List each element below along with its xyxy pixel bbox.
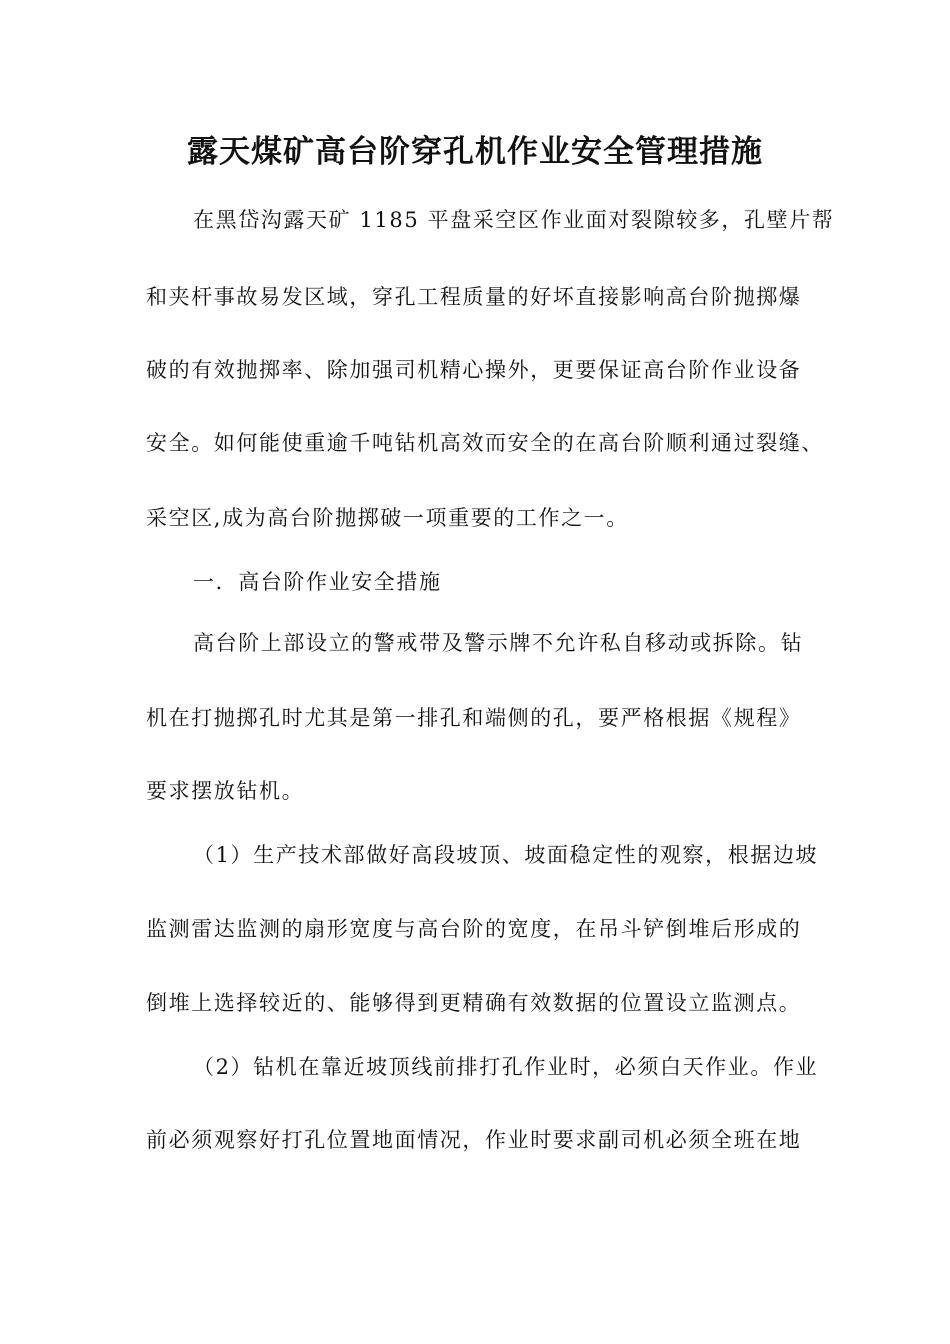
list-item-line: 前必须观察好打孔位置地面情况，作业时要求副司机必须全班在地 bbox=[146, 1128, 802, 1152]
list-item-line: 倒堆上选择较近的、能够得到更精确有效数据的位置设立监测点。 bbox=[146, 991, 802, 1015]
section-heading: 一．高台阶作业安全措施 bbox=[193, 570, 442, 594]
paragraph-line: 破的有效抛掷率、除加强司机精心操外，更要保证高台阶作业设备 bbox=[146, 358, 802, 382]
paragraph-line: 和夹杆事故易发区域，穿孔工程质量的好坏直接影响高台阶抛掷爆 bbox=[146, 285, 802, 309]
list-item-line: （2）钻机在靠近坡顶线前排打孔作业时，必须白天作业。作业 bbox=[193, 1055, 819, 1079]
paragraph-line: 安全。如何能使重逾千吨钻机高效而安全的在高台阶顺利通过裂缝、 bbox=[146, 431, 824, 455]
paragraph-line: 机在打抛掷孔时尤其是第一排孔和端侧的孔，要严格根据《规程》 bbox=[146, 706, 802, 730]
paragraph-line: 要求摆放钻机。 bbox=[146, 779, 305, 803]
list-item-line: （1）生产技术部做好高段坡顶、坡面稳定性的观察，根据边坡 bbox=[193, 843, 819, 867]
paragraph-line: 高台阶上部设立的警戒带及警示牌不允许私自移动或拆除。钻 bbox=[193, 631, 804, 655]
paragraph-line: 采空区,成为高台阶抛掷破一项重要的工作之一。 bbox=[146, 506, 629, 530]
document-title: 露天煤矿高台阶穿孔机作业安全管理措施 bbox=[187, 134, 763, 170]
paragraph-line: 在黑岱沟露天矿 1185 平盘采空区作业面对裂隙较多，孔壁片帮 bbox=[193, 208, 835, 232]
list-item-line: 监测雷达监测的扇形宽度与高台阶的宽度，在吊斗铲倒堆后形成的 bbox=[146, 917, 802, 941]
